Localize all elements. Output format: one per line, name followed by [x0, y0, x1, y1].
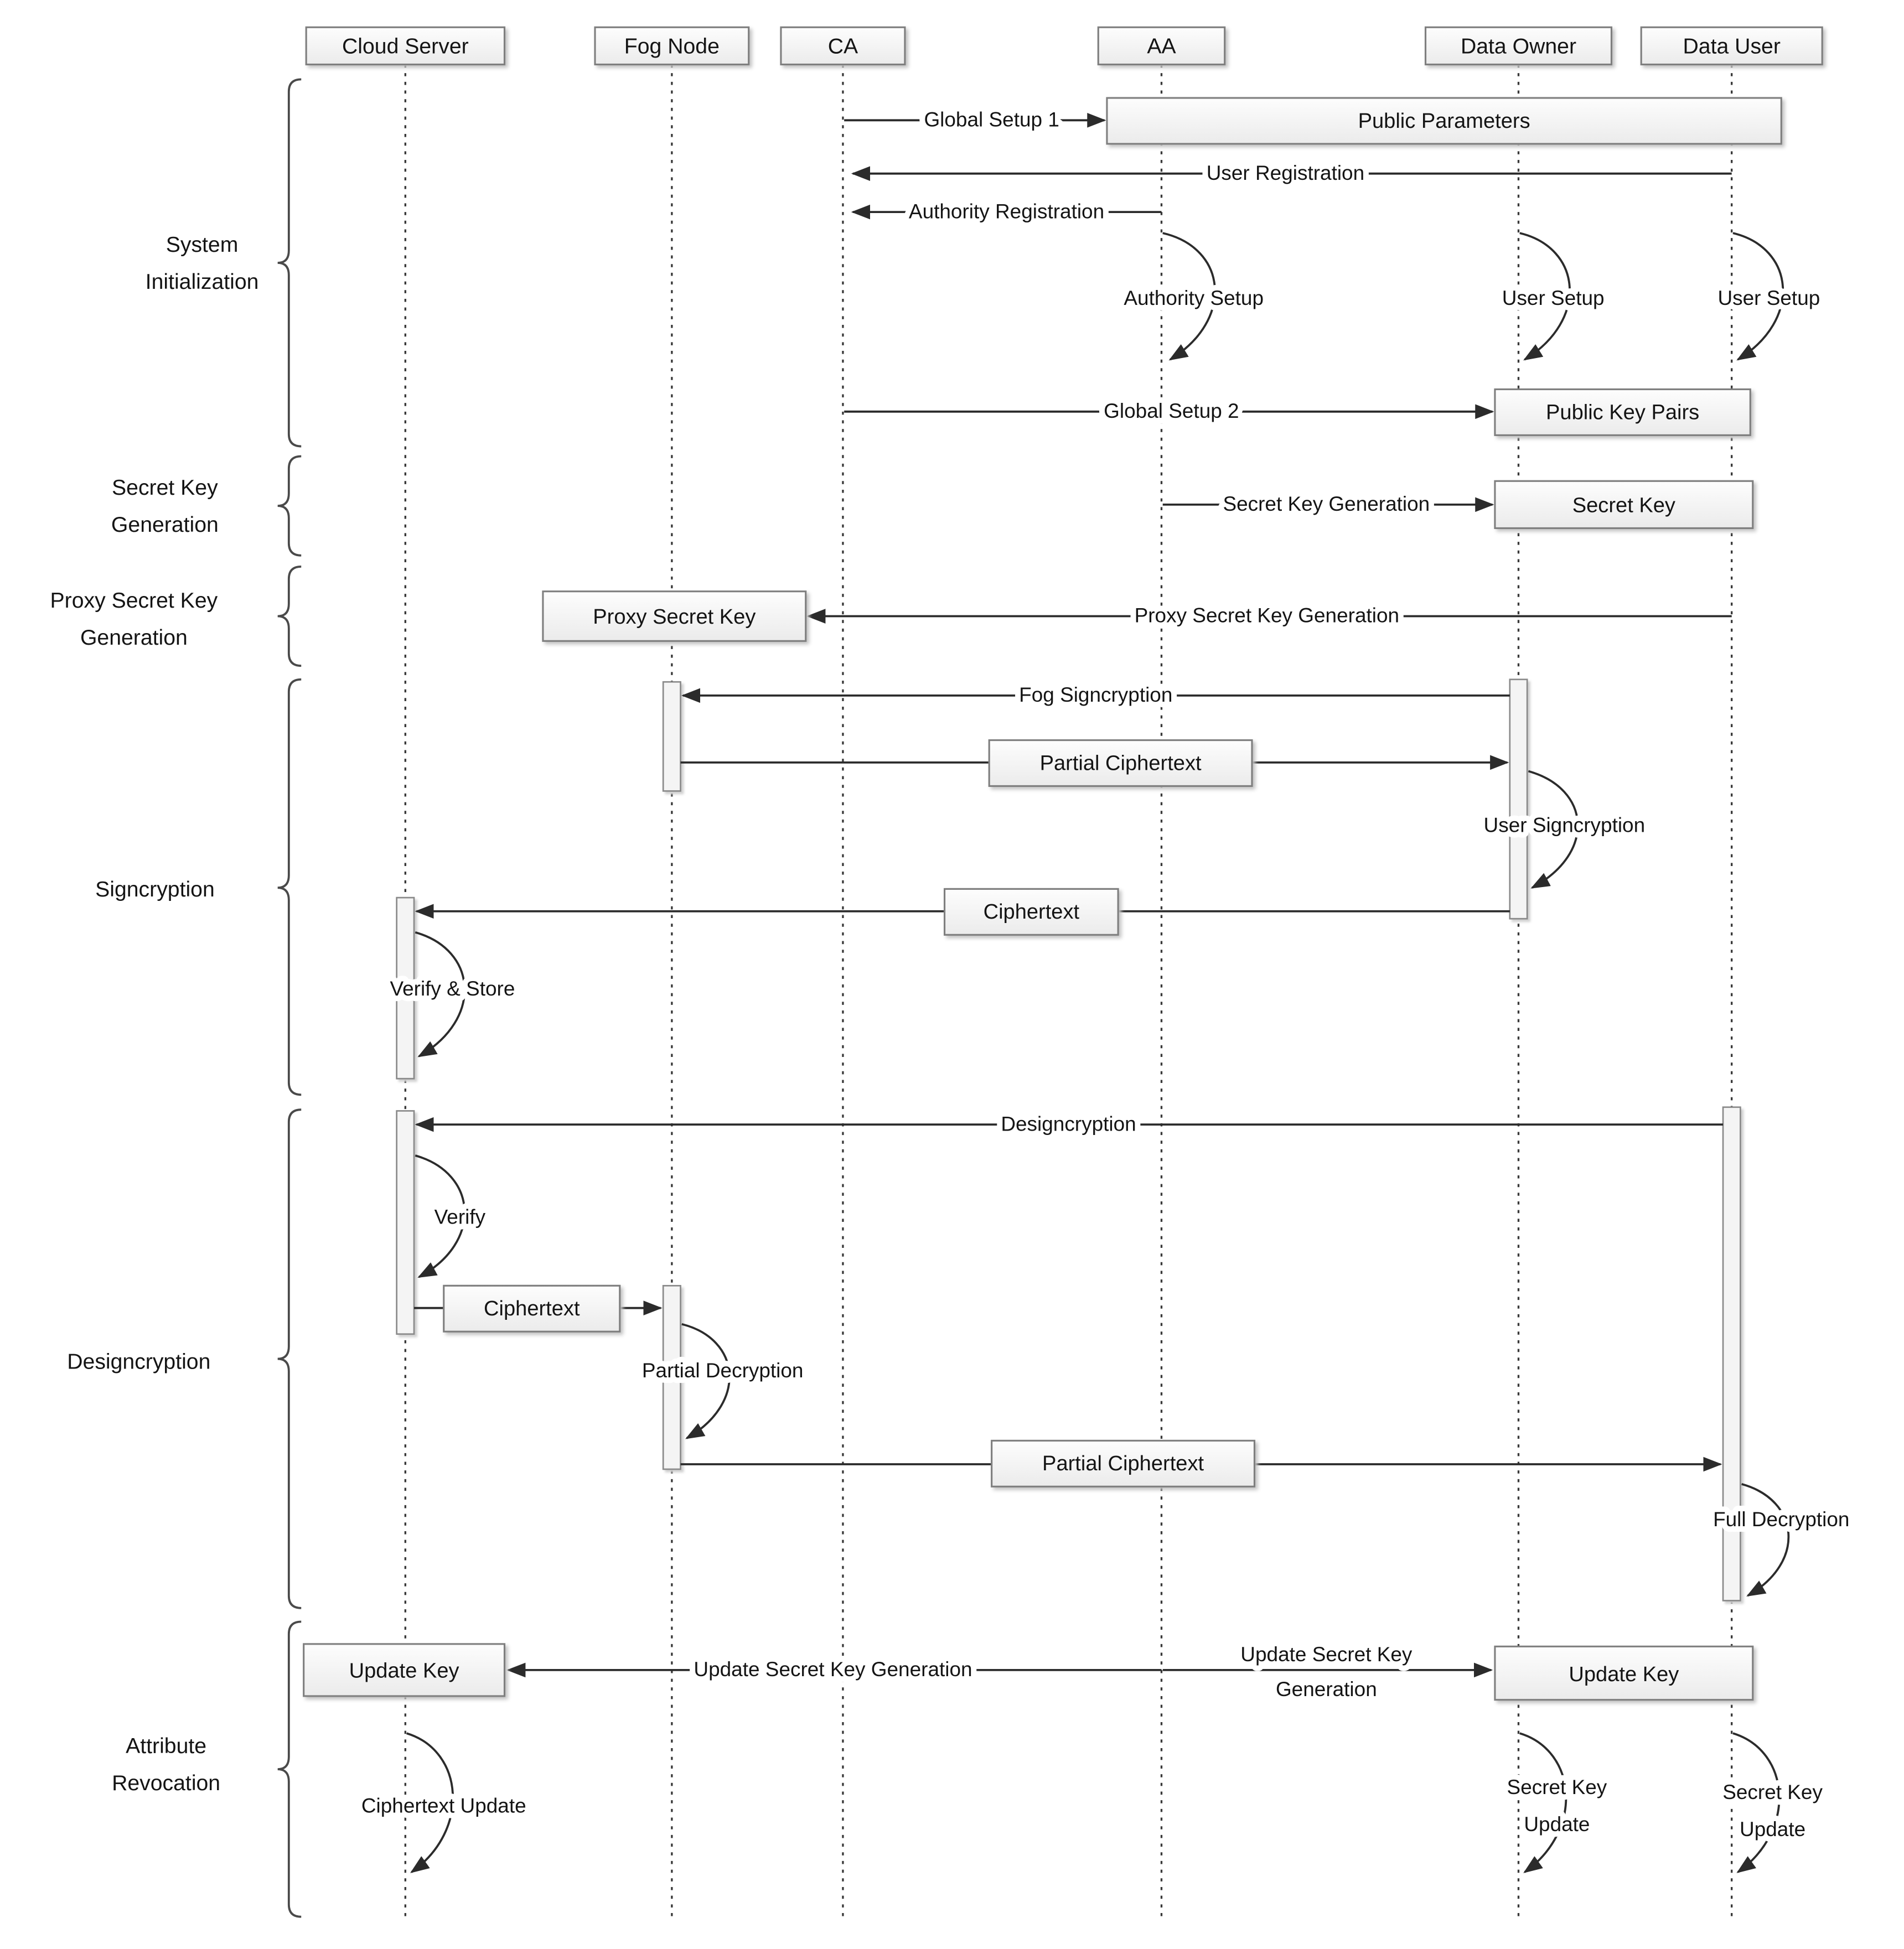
- message-proxy-secret-key-generation: Proxy Secret Key Generation: [1134, 604, 1400, 627]
- box-proxy-secret-key-label: Proxy Secret Key: [593, 605, 756, 629]
- box-public-key-pairs-label: Public Key Pairs: [1546, 401, 1700, 424]
- brace-system-initialization: [278, 79, 302, 446]
- participant-fog-node-label: Fog Node: [624, 34, 720, 59]
- message-fog-signcryption: Fog Signcryption: [1019, 683, 1173, 707]
- participant-data-owner-label: Data Owner: [1460, 34, 1577, 59]
- message-authority-registration: Authority Registration: [908, 200, 1105, 223]
- message-user-setup-user: User Setup: [1717, 287, 1820, 310]
- self-loop-full-decryption: [1742, 1484, 1789, 1596]
- phase-label-signcryption: Signcryption: [95, 877, 215, 901]
- box-ciphertext-2-label: Ciphertext: [484, 1297, 580, 1321]
- self-loop-secret-key-update-owner: [1520, 1733, 1566, 1872]
- participant-aa-label: AA: [1147, 34, 1176, 59]
- activation-cloud-server-designcryption: [397, 1111, 414, 1334]
- phase-label-proxy-generation: Generation: [80, 626, 188, 650]
- box-partial-ciphertext-1-label: Partial Ciphertext: [1039, 751, 1202, 775]
- box-secret-key-label: Secret Key: [1572, 494, 1675, 517]
- participant-data-user-label: Data User: [1683, 34, 1781, 59]
- box-ciphertext-1-label: Ciphertext: [983, 900, 1080, 924]
- brace-proxy-secret-key-generation: [278, 567, 302, 666]
- box-partial-ciphertext-2-label: Partial Ciphertext: [1042, 1452, 1204, 1476]
- message-user-registration: User Registration: [1206, 161, 1365, 184]
- message-partial-decryption: Partial Decryption: [641, 1359, 804, 1382]
- phase-label-proxy-secret-key: Proxy Secret Key: [50, 588, 218, 613]
- message-secret-key-generation: Secret Key Generation: [1223, 493, 1430, 516]
- brace-signcryption: [278, 680, 302, 1095]
- message-designcryption: Designcryption: [1001, 1112, 1136, 1136]
- phase-label-system: System: [165, 232, 239, 257]
- activation-fog-node-signcryption: [663, 682, 680, 791]
- message-ciphertext-update: Ciphertext Update: [361, 1794, 526, 1817]
- message-user-signcryption: User Signcryption: [1483, 813, 1646, 837]
- message-update-secret-key-line1: Update Secret Key: [1240, 1643, 1413, 1666]
- phase-label-initialization: Initialization: [145, 270, 259, 294]
- message-secret-key-update-owner-line1: Secret Key: [1507, 1775, 1607, 1798]
- participant-ca-label: CA: [827, 34, 858, 59]
- message-verify: Verify: [434, 1205, 486, 1229]
- activation-data-owner-signcryption: [1510, 680, 1527, 919]
- message-update-secret-key-line2: Generation: [1275, 1677, 1377, 1701]
- phase-label-secret-key-generation: Generation: [111, 513, 219, 537]
- message-global-setup-1: Global Setup 1: [924, 108, 1059, 131]
- message-secret-key-update-user-line2: Update: [1740, 1818, 1806, 1841]
- phase-label-revocation: Revocation: [112, 1771, 221, 1796]
- box-update-key-owner-label: Update Key: [1569, 1663, 1679, 1687]
- message-global-setup-2: Global Setup 2: [1104, 400, 1239, 423]
- message-update-secret-key-generation-left: Update Secret Key Generation: [694, 1658, 972, 1681]
- message-authority-setup: Authority Setup: [1124, 287, 1264, 310]
- phase-label-attribute: Attribute: [126, 1734, 207, 1759]
- message-verify-store: Verify & Store: [390, 977, 515, 1001]
- message-secret-key-update-user-line1: Secret Key: [1722, 1780, 1823, 1803]
- phase-label-designcryption: Designcryption: [67, 1350, 211, 1374]
- message-secret-key-update-owner-line2: Update: [1524, 1813, 1590, 1836]
- box-update-key-cloud-label: Update Key: [349, 1659, 459, 1683]
- message-full-decryption: Full Decryption: [1713, 1507, 1850, 1531]
- brace-attribute-revocation: [278, 1622, 302, 1917]
- participant-cloud-server-label: Cloud Server: [342, 34, 469, 59]
- phase-label-secret-key: Secret Key: [112, 475, 218, 500]
- message-user-setup-owner: User Setup: [1502, 287, 1605, 310]
- brace-secret-key-generation: [278, 456, 302, 555]
- box-public-parameters-label: Public Parameters: [1358, 109, 1530, 133]
- brace-designcryption: [278, 1110, 302, 1608]
